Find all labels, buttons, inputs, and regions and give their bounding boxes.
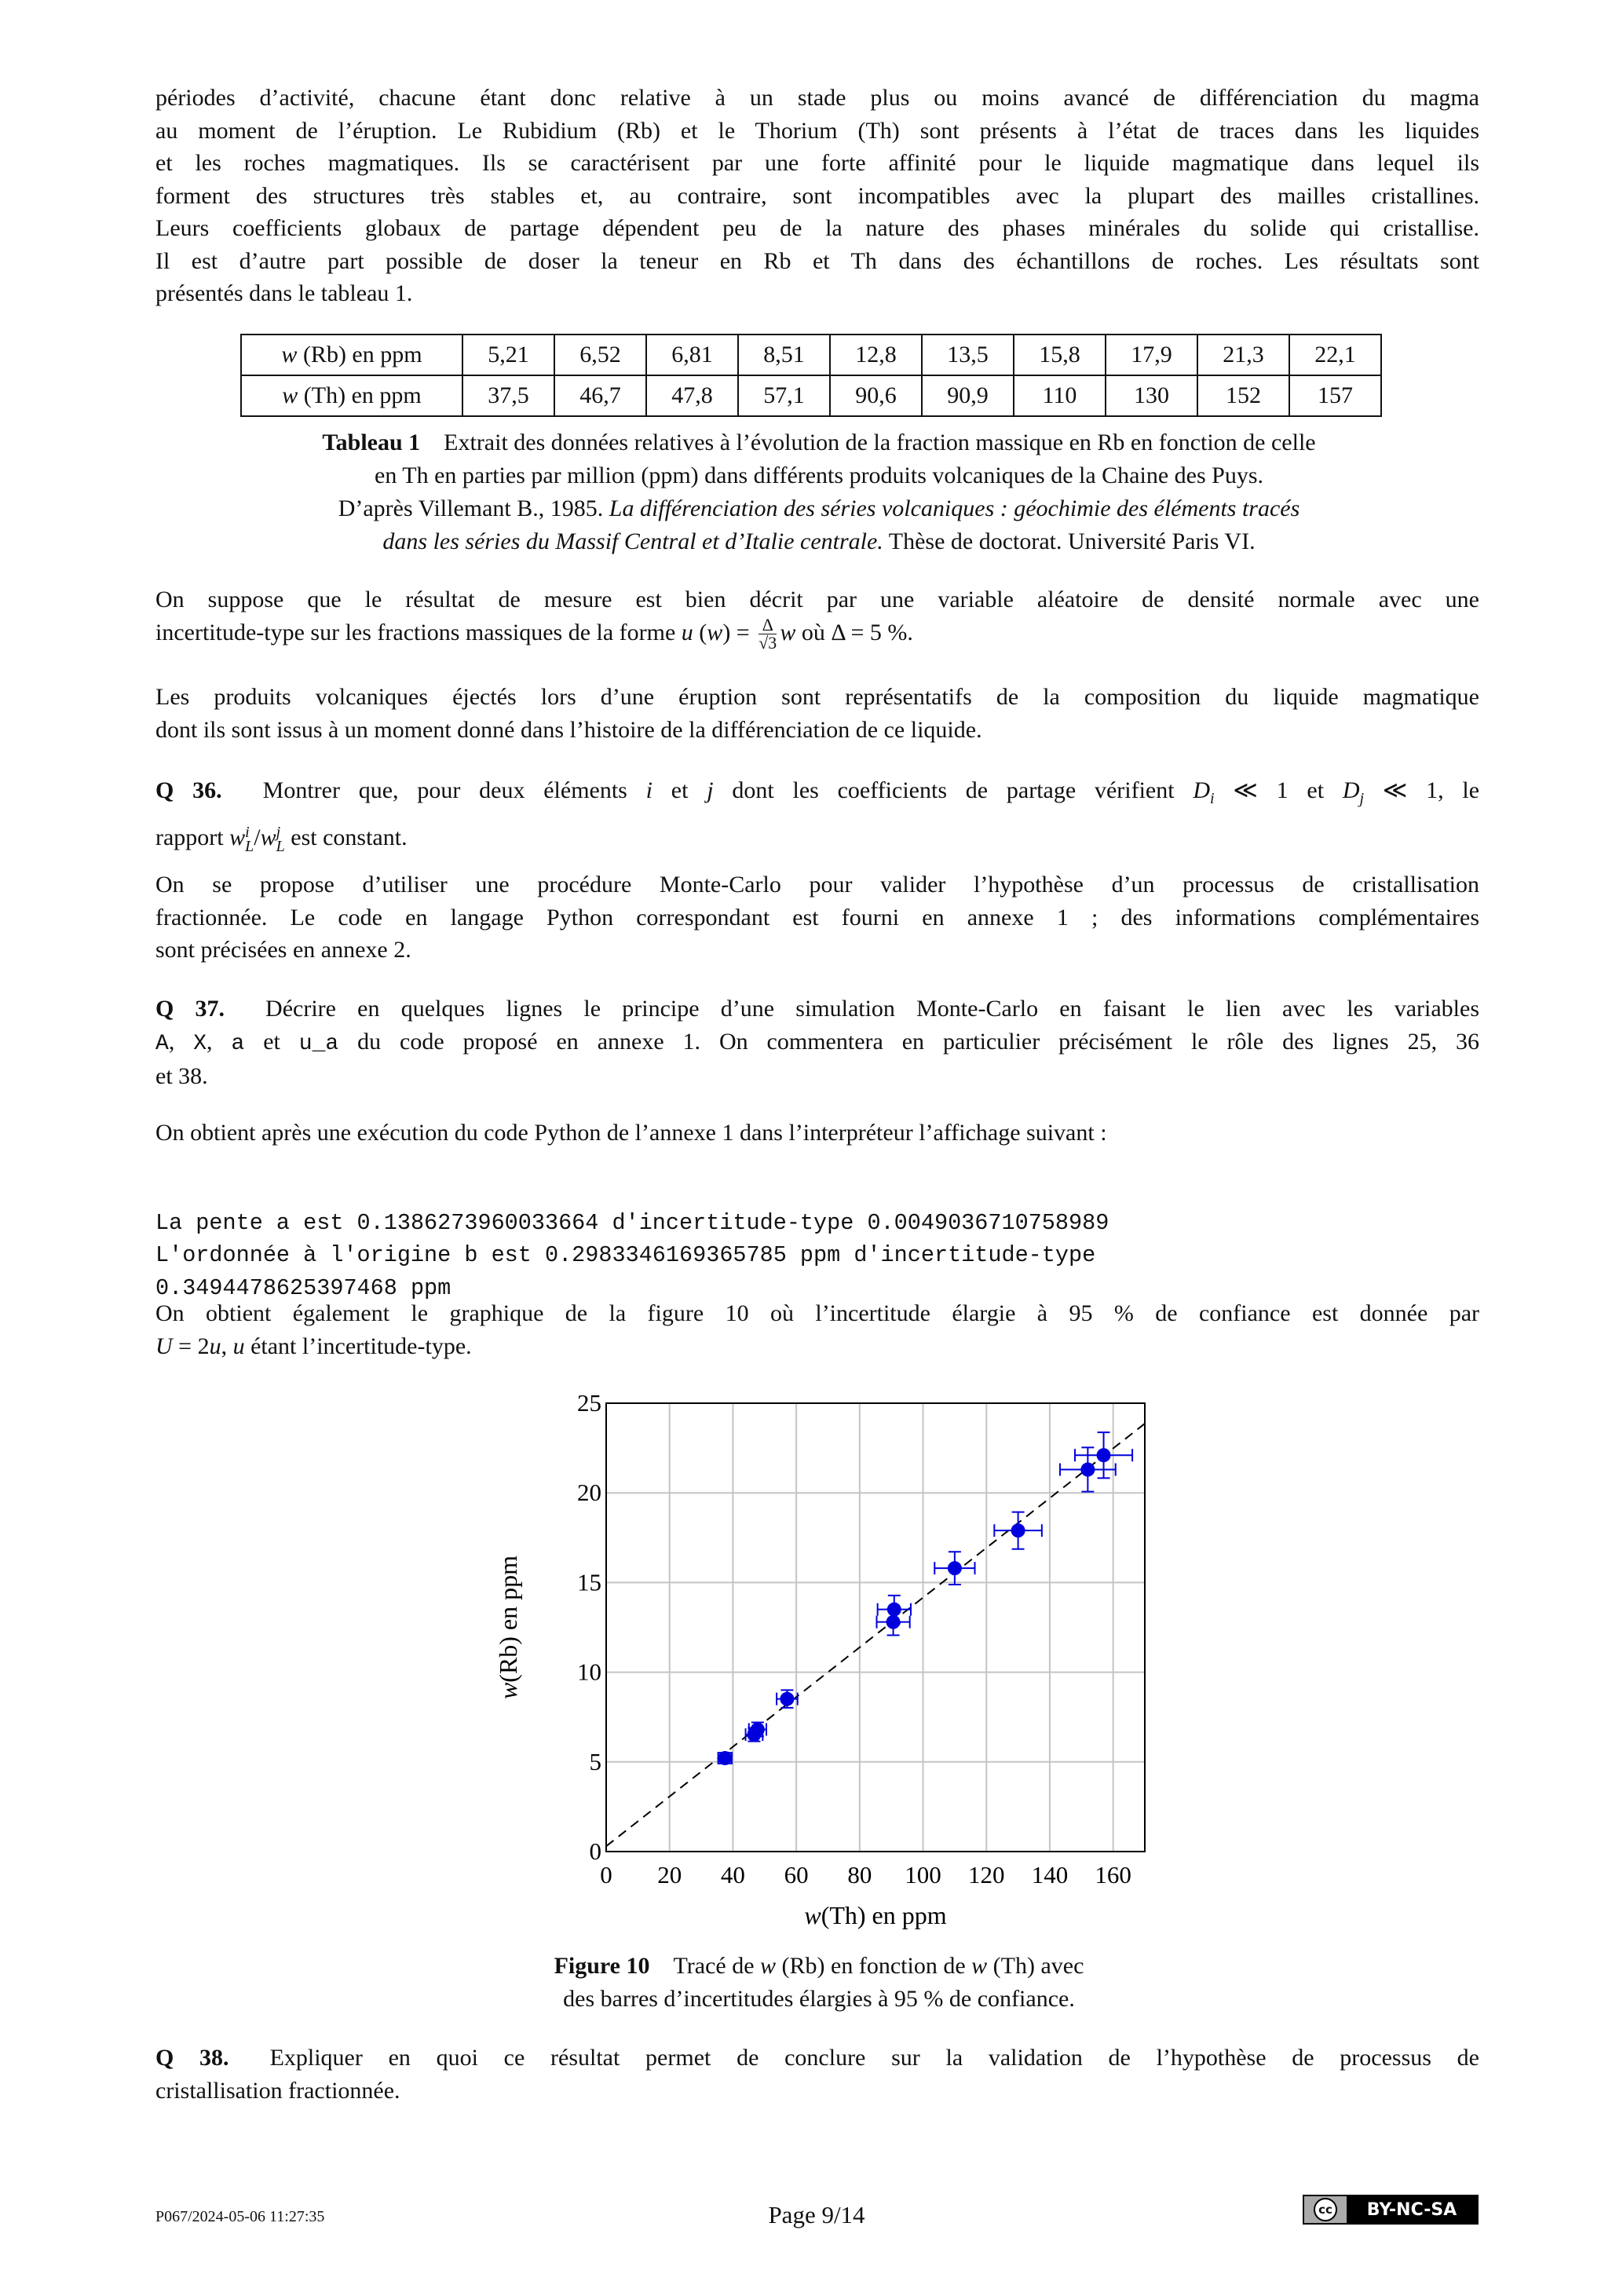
label: (Th) en ppm <box>298 382 422 408</box>
table-cell: 21,3 <box>1197 335 1289 375</box>
figure-intro-paragraph <box>155 1297 1479 1362</box>
text-segment: On suppose que le résultat de mesure est bien décrit par une variable aléatoire de densité normale avec une <box>155 587 1479 612</box>
y-tick-label: 5 <box>589 1747 601 1775</box>
table-cell: 37,5 <box>462 375 554 416</box>
table-cell: 5,21 <box>462 335 554 375</box>
text-line <box>155 459 1482 492</box>
text-line <box>155 492 1482 525</box>
text-segment: dont ils sont issus à un moment donné dans l’histoire de la différenciation de ce liquide. <box>155 716 982 743</box>
x-tick-label: 100 <box>905 1861 941 1888</box>
table-cell: 157 <box>1289 375 1381 416</box>
license-label: BY-NC-SA <box>1366 2199 1457 2220</box>
table-cell: 15,8 <box>1014 335 1106 375</box>
text-line <box>155 525 1482 558</box>
text-segment: rapport <box>155 824 230 850</box>
variable: w <box>281 342 298 367</box>
text-segment: des barres d’incertitudes élargies à 95 % de confiance. <box>563 1986 1075 2012</box>
text-segment: et <box>652 777 707 803</box>
y-tick-label: 20 <box>577 1479 601 1507</box>
text-segment: périodes d’activité, chacune étant donc relative à un stade plus ou moins avancé de différenciation du magma <box>155 85 1479 111</box>
x-tick-label: 0 <box>600 1861 612 1888</box>
text-line <box>155 1950 1482 1983</box>
text-line <box>155 993 1479 1026</box>
cc-icon: cc <box>1314 2198 1337 2221</box>
text-line <box>155 212 1479 245</box>
text-line <box>155 818 1479 857</box>
text-line <box>155 180 1479 213</box>
text-segment: u <box>209 1333 221 1359</box>
text-segment: , <box>221 1333 233 1359</box>
text-line <box>155 426 1482 459</box>
text-line <box>155 1117 1479 1150</box>
text-segment: en Th en parties par million (ppm) dans différents produits volcaniques de la Chaine des Puys. <box>375 462 1263 488</box>
x-tick-label: 60 <box>784 1861 809 1888</box>
text-segment: (Th) avec <box>987 1953 1084 1979</box>
text-segment: et 38. <box>155 1063 208 1089</box>
text-segment: w <box>760 1953 777 1979</box>
intro-paragraph <box>155 82 1479 310</box>
text-segment: est constant. <box>284 824 408 850</box>
x-tick-label: 140 <box>1031 1861 1069 1888</box>
text-segment: Thèse de doctorat. Université Paris VI. <box>883 528 1256 554</box>
subscript: L <box>245 838 254 855</box>
numerator: Δ <box>758 616 777 634</box>
text-line <box>155 277 1479 310</box>
text-segment: U <box>155 1333 173 1359</box>
text-segment: a <box>231 1031 245 1056</box>
text-segment: D’après Villemant B., 1985. <box>338 495 609 521</box>
execution-paragraph <box>155 1117 1479 1150</box>
subscript: L <box>276 838 285 855</box>
text-line <box>155 1983 1482 2016</box>
text-segment: forment des structures très stables et, au contraire, sont incompatibles avec la plupart des mailles cristallines. <box>155 182 1479 209</box>
table-cell: 17,9 <box>1106 335 1197 375</box>
plot-frame <box>606 1403 1145 1852</box>
text-line <box>155 714 1479 747</box>
code-line: L'ordonnée à l'origine b est 0.2983346169365785 ppm d'incertitude-type <box>155 1242 1096 1268</box>
x-tick-label: 80 <box>847 1861 872 1888</box>
text-segment: w <box>780 619 796 645</box>
text-segment: cristallisation fractionnée. <box>155 2077 400 2104</box>
data-point <box>1011 1523 1025 1537</box>
text-segment: , <box>207 1028 232 1055</box>
code-line: 0.3494478625397468 ppm <box>155 1274 451 1301</box>
monte-carlo-paragraph <box>155 868 1479 967</box>
label: (Rb) en ppm <box>297 342 422 367</box>
text-segment: / <box>254 824 261 850</box>
text-segment: Leurs coefficients globaux de partage dépendent peu de la nature des phases minérales du solide qui cristallise. <box>155 215 1479 241</box>
table-cell: 47,8 <box>646 375 738 416</box>
text-line <box>155 901 1479 934</box>
question-37 <box>155 993 1479 1093</box>
data-point <box>718 1751 732 1765</box>
text-segment: u_a <box>298 1031 339 1056</box>
data-point <box>751 1722 765 1736</box>
volcanic-products-paragraph <box>155 681 1479 746</box>
text-segment: dont les coefficients de partage vérifient <box>713 777 1193 803</box>
sup-sub <box>245 825 254 854</box>
figure-caption <box>155 1950 1482 2016</box>
text-segment: = 2 <box>172 1333 210 1359</box>
table-cell: 13,5 <box>922 335 1014 375</box>
fit-line <box>606 1424 1145 1846</box>
row-header <box>241 375 462 416</box>
text-segment: Tracé de <box>673 1953 761 1979</box>
text-line <box>155 2075 1479 2108</box>
text-segment: w <box>229 824 246 850</box>
data-point <box>780 1692 794 1706</box>
y-tick-label: 15 <box>577 1568 601 1596</box>
x-tick-label: 160 <box>1095 1861 1131 1888</box>
x-axis-label: w(Th) en ppm <box>804 1901 947 1929</box>
document-id: P067/2024-05-06 11:27:35 <box>155 2208 325 2225</box>
variable: w <box>282 382 298 408</box>
data-point <box>948 1561 962 1575</box>
text-segment: On obtient après une exécution du code Python de l’annexe 1 dans l’interpréteur l’affichage suivant : <box>155 1120 1107 1146</box>
text-segment: D <box>1342 777 1360 803</box>
table-cell: 57,1 <box>738 375 830 416</box>
text-line <box>155 115 1479 148</box>
scatter-chart <box>471 1382 1178 1947</box>
data-point <box>1080 1463 1095 1477</box>
uncertainty-paragraph <box>155 583 1479 652</box>
text-segment: Extrait des données relatives à l’évolution de la fraction massique en Rb en fonction de celle <box>444 430 1316 455</box>
page-number: Page 9/14 <box>768 2201 865 2228</box>
text-segment: et <box>244 1028 299 1055</box>
x-tick-label: 40 <box>720 1861 745 1888</box>
text-segment: u <box>681 619 693 645</box>
x-tick-label: 120 <box>967 1861 1005 1888</box>
text-line <box>155 934 1479 967</box>
question-label: Q 36. <box>155 777 222 803</box>
text-segment: , <box>168 1028 194 1055</box>
table-cell: 8,51 <box>738 335 830 375</box>
text-segment: présentés dans le tableau 1. <box>155 280 413 306</box>
caption-label: Tableau 1 <box>322 430 421 455</box>
subscript: j <box>1359 790 1365 807</box>
table-caption <box>155 426 1482 558</box>
text-segment: Expliquer en quoi ce résultat permet de conclure sur la validation de l’hypothèse de processus de <box>269 2045 1479 2071</box>
y-axis-label: w(Rb) en ppm <box>494 1555 522 1700</box>
license-badge <box>1303 2195 1479 2225</box>
sup-sub <box>276 825 285 854</box>
table-cell: 110 <box>1014 375 1106 416</box>
text-segment: ) = <box>722 619 756 645</box>
data-point <box>887 1603 901 1617</box>
text-segment: ( <box>693 619 707 645</box>
fraction <box>758 616 777 652</box>
text-line <box>155 147 1479 180</box>
text-segment: ≪ 1 et <box>1214 777 1343 803</box>
text-segment: j <box>707 777 714 803</box>
text-line <box>155 1026 1479 1061</box>
text-segment: incertitude-type sur les fractions massiques de la forme <box>155 619 682 645</box>
text-segment: D <box>1193 777 1211 803</box>
y-tick-label: 10 <box>577 1658 601 1686</box>
data-table <box>240 334 1382 417</box>
question-36 <box>155 771 1479 857</box>
text-segment: i <box>645 777 652 803</box>
table-cell: 12,8 <box>830 335 922 375</box>
text-segment: sont précisées en annexe 2. <box>155 937 411 963</box>
table-row <box>241 335 1381 375</box>
table-cell: 6,52 <box>554 335 646 375</box>
data-point <box>886 1615 901 1629</box>
text-line <box>155 82 1479 115</box>
text-segment: X <box>193 1031 207 1056</box>
text-segment: Il est d’autre part possible de doser la teneur en Rb et Th dans des échantillons de roches. Les résultats sont <box>155 247 1479 274</box>
table-cell: 90,6 <box>830 375 922 416</box>
table-cell: 130 <box>1106 375 1197 416</box>
text-segment: On se propose d’utiliser une procédure Monte-Carlo pour valider l’hypothèse d’un processus de cristallisation <box>155 872 1479 898</box>
table-cell: 90,9 <box>922 375 1014 416</box>
table-cell: 46,7 <box>554 375 646 416</box>
row-header <box>241 335 462 375</box>
text-segment: au moment de l’éruption. Le Rubidium (Rb) et le Thorium (Th) sont présents à l’état de traces dans les liquides <box>155 117 1479 144</box>
text-segment: où Δ = 5 %. <box>795 619 913 645</box>
y-tick-label: 0 <box>589 1837 601 1865</box>
text-line <box>155 245 1479 278</box>
text-line <box>155 1297 1479 1330</box>
table-cell: 152 <box>1197 375 1289 416</box>
text-segment: w <box>260 824 276 850</box>
denominator: √3 <box>758 633 777 653</box>
text-line <box>155 681 1479 714</box>
text-segment: w <box>971 1953 988 1979</box>
text-line <box>155 1330 1479 1363</box>
text-segment: dans les séries du Massif Central et d’Italie centrale. <box>382 528 883 554</box>
text-segment: On obtient également le graphique de la figure 10 où l’incertitude élargie à 95 % de confiance est donnée par <box>155 1300 1479 1326</box>
text-segment: Les produits volcaniques éjectés lors d’une éruption sont représentatifs de la composition du liquide magmatique <box>155 684 1479 710</box>
text-segment: u <box>232 1333 245 1359</box>
text-segment: Montrer que, pour deux éléments <box>262 777 646 803</box>
question-label: Q 37. <box>155 996 225 1022</box>
superscript: j <box>276 824 281 841</box>
data-point <box>1097 1448 1111 1462</box>
table-cell: 6,81 <box>646 335 738 375</box>
text-segment: fractionnée. Le code en langage Python correspondant est fourni en annexe 1 ; des informations complémentaires <box>155 904 1479 930</box>
superscript: i <box>245 824 250 841</box>
text-line <box>155 868 1479 901</box>
question-label: Q 38. <box>155 2045 229 2071</box>
code-line: La pente a est 0.1386273960033664 d'incertitude-type 0.0049036710758989 <box>155 1209 1109 1236</box>
text-segment: et les roches magmatiques. Ils se caractérisent par une forte affinité pour le liquide magmatique dans lequel ils <box>155 150 1479 176</box>
question-38 <box>155 2042 1479 2107</box>
caption-label: Figure 10 <box>554 1953 650 1979</box>
text-segment: (Rb) en fonction de <box>776 1953 972 1979</box>
text-segment: Décrire en quelques lignes le principe d’une simulation Monte-Carlo en faisant le lien avec les variables <box>265 996 1479 1022</box>
text-segment: ≪ 1, le <box>1364 777 1480 803</box>
text-line <box>155 771 1479 818</box>
text-segment: du code proposé en annexe 1. On commentera en particulier précisément le rôle des lignes 25, 36 <box>338 1028 1480 1055</box>
text-segment: La différenciation des séries volcaniques : géochimie des éléments tracés <box>609 495 1300 521</box>
subscript: i <box>1210 790 1215 807</box>
text-line <box>155 583 1479 616</box>
table-cell: 22,1 <box>1289 335 1381 375</box>
text-line <box>155 1060 1479 1093</box>
x-tick-label: 20 <box>657 1861 682 1888</box>
text-line <box>155 2042 1479 2075</box>
text-line <box>155 616 1479 653</box>
table-row <box>241 375 1381 416</box>
text-segment: A <box>155 1031 169 1056</box>
text-segment: étant l’incertitude-type. <box>244 1333 472 1359</box>
y-tick-label: 25 <box>577 1389 601 1417</box>
text-segment: w <box>707 619 723 645</box>
